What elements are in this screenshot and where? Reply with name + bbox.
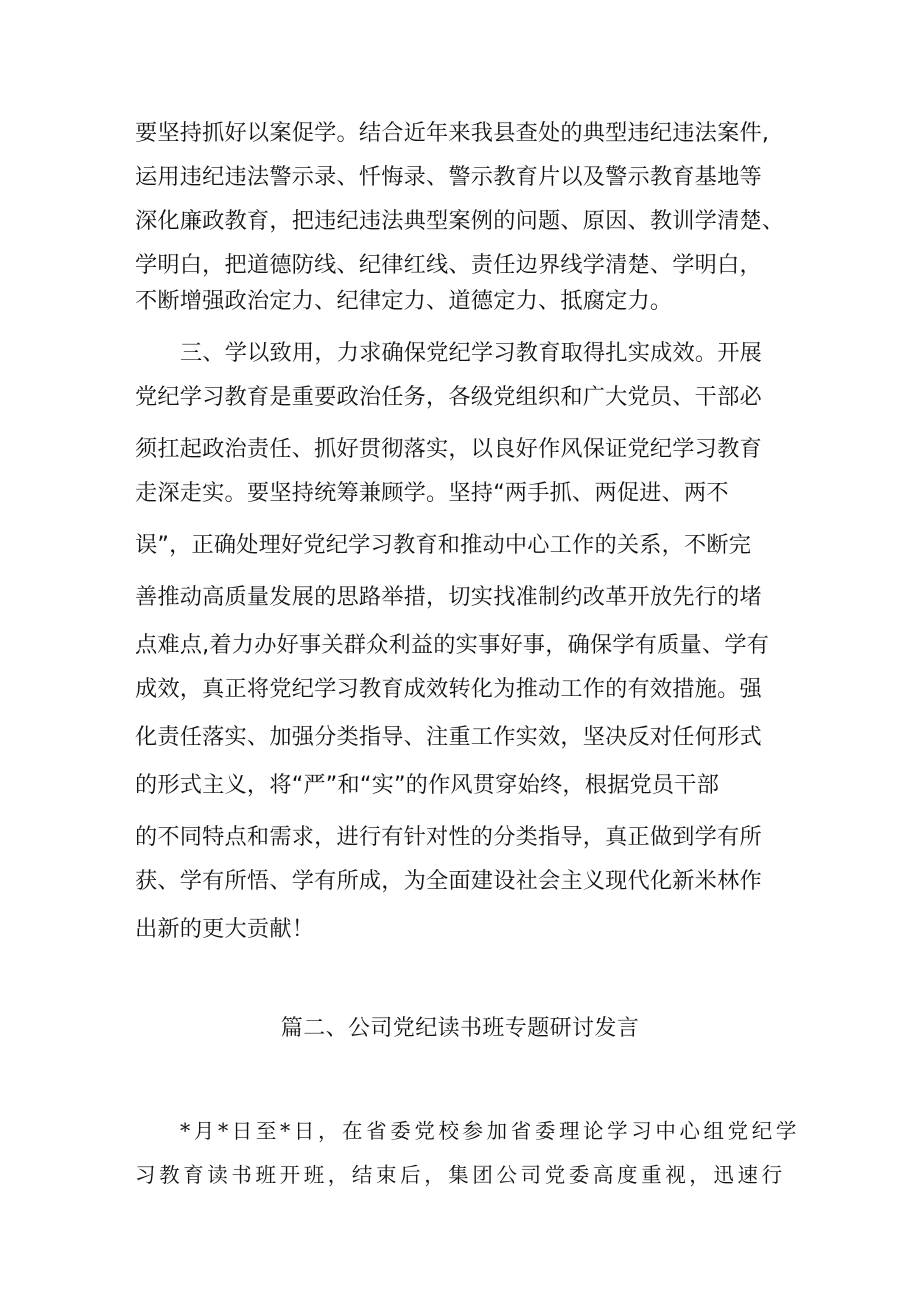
paragraph-2-line-6: 善推动高质量发展的思路举措，切实找准制约改革开放先行的堵 (135, 584, 762, 610)
paragraph-1-line-2: 运用违纪违法警示录、忏悔录、警示教育片以及警示教育基地等 (135, 164, 762, 190)
paragraph-1-line-3: 深化廉政教育，把违纪违法典型案例的问题、原因、教训学清楚、 (135, 208, 785, 234)
paragraph-2-line-12: 获、学有所悟、学有所成，为全面建设社会主义现代化新米林作 (135, 868, 762, 894)
paragraph-2-line-7: 点难点,着力办好事关群众利益的实事好事，确保学有质量、学有 (135, 632, 770, 658)
paragraph-2-line-1: 三、学以致用，力求确保党纪学习教育取得扎实成效。开展 (180, 340, 763, 366)
paragraph-2-line-3: 须扛起政治责任、抓好贯彻落实，以良好作风保证党纪学习教育 (135, 436, 762, 462)
paragraph-2-line-4: 走深走实。要坚持统筹兼顾学。坚持“两手抓、两促进、两不 (135, 480, 729, 506)
section-title: 篇二、公司党纪读书班专题研讨发言 (280, 1016, 640, 1041)
paragraph-1-line-5: 不断增强政治定力、纪律定力、道德定力、抵腐定力。 (135, 288, 673, 314)
paragraph-1-line-4: 学明白，把道德防线、纪律红线、责任边界线学清楚、学明白， (135, 252, 762, 278)
paragraph-2-line-10: 的形式主义，将“严”和“实”的作风贯穿始终，根据党员干部 (135, 772, 720, 798)
paragraph-3-line-2: 习教育读书班开班，结束后，集团公司党委高度重视，迅速行 (135, 1163, 786, 1187)
paragraph-2-line-11: 的不同特点和需求，进行有针对性的分类指导，真正做到学有所 (135, 824, 762, 850)
paragraph-2-line-5: 误”，正确处理好党纪学习教育和推动中心工作的关系，不断完 (135, 532, 752, 558)
paragraph-1-line-1: 要坚持抓好以案促学。结合近年来我县查处的典型违纪违法案件, (135, 120, 770, 146)
paragraph-2-line-2: 党纪学习教育是重要政治任务，各级党组织和广大党员、干部必 (135, 384, 762, 410)
paragraph-2-line-9: 化责任落实、加强分类指导、注重工作实效，坚决反对任何形式 (135, 724, 762, 750)
paragraph-2-line-8: 成效，真正将党纪学习教育成效转化为推动工作的有效措施。强 (135, 676, 762, 702)
paragraph-3-line-1: *月*日至*日，在省委党校参加省委理论学习中心组党纪学 (180, 1119, 800, 1143)
paragraph-2-line-13: 出新的更大贡献！ (135, 916, 315, 942)
